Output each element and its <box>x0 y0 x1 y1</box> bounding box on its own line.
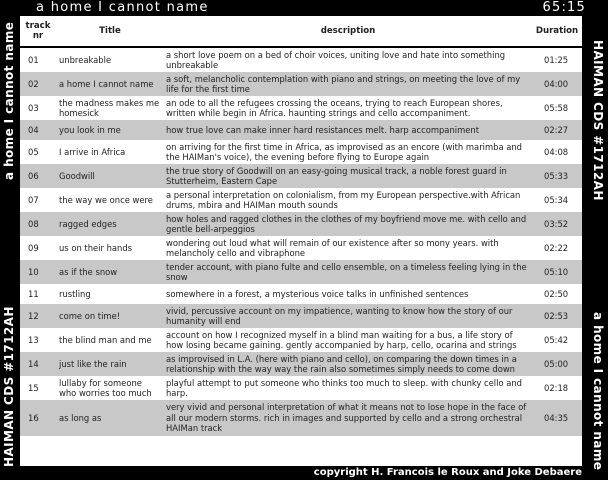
track-duration: 04:08 <box>532 140 582 164</box>
table-row <box>20 304 582 328</box>
track-description: tender account, with piano fulte and cello ensemble, on a timeless feeling lying in the snow <box>164 260 532 284</box>
track-nr: 07 <box>20 188 56 212</box>
track-title: the way we once were <box>56 188 164 212</box>
track-description: on arriving for the first time in Africa, as improvised as an encore (with marimba and the HAIMan's voice), the evening before flying to Europe again <box>164 140 532 164</box>
table-row <box>20 284 582 304</box>
track-nr: 12 <box>20 304 56 328</box>
track-description: how true love can make inner hard resistances melt. harp accompaniment <box>164 120 532 140</box>
track-description: vivid, percussive account on my impatience, wanting to know how the story of our humanity will end <box>164 304 532 328</box>
table-row <box>20 188 582 212</box>
tracklist-body <box>20 47 582 436</box>
track-duration: 04:00 <box>532 72 582 96</box>
tracklist-panel <box>20 16 582 466</box>
track-duration: 05:10 <box>532 260 582 284</box>
track-title: unbreakable <box>56 47 164 72</box>
track-title: Goodwill <box>56 164 164 188</box>
track-duration: 05:33 <box>532 164 582 188</box>
track-title: as long as <box>56 400 164 436</box>
track-nr: 09 <box>20 236 56 260</box>
track-description: a short love poem on a bed of choir voices, uniting love and hate into something unbreakable <box>164 47 532 72</box>
track-duration: 02:18 <box>532 376 582 400</box>
track-duration: 05:34 <box>532 188 582 212</box>
track-title: as if the snow <box>56 260 164 284</box>
track-title: a home I cannot name <box>56 72 164 96</box>
table-row <box>20 376 582 400</box>
table-row <box>20 352 582 376</box>
table-row <box>20 72 582 96</box>
track-description: a personal interpretation on colonialism, from my European perspective.with African drums, mbira and HAIMan mouth sounds <box>164 188 532 212</box>
track-duration: 04:35 <box>532 400 582 436</box>
track-description: wondering out loud what will remain of our existence after so mony years. with melancholy cello and vibraphone <box>164 236 532 260</box>
side-label-right-bottom: a home I cannot name <box>591 312 605 471</box>
track-nr: 06 <box>20 164 56 188</box>
header-track-nr: track nr <box>20 16 56 47</box>
track-description: as improvised in L.A. (here with piano and cello), on comparing the down times in a relationship with the way way the rain also sometimes simply needs to come down <box>164 352 532 376</box>
track-duration: 02:53 <box>532 304 582 328</box>
track-duration: 03:52 <box>532 212 582 236</box>
header-title: Title <box>56 16 164 47</box>
table-row <box>20 164 582 188</box>
header-row <box>20 16 582 47</box>
track-duration: 05:58 <box>532 96 582 120</box>
copyright: copyright H. Francois le Roux and Joke Debaere <box>313 467 582 478</box>
table-row <box>20 400 582 436</box>
total-time: 65:15 <box>542 0 586 15</box>
track-description: very vivid and personal interpretation of what it means not to lose hope in the face of all our modern storms. rich in images and supported by cello and a strong orchestral HAIMan track <box>164 400 532 436</box>
track-description: somewhere in a forest, a mysterious voice talks in unfinished sentences <box>164 284 532 304</box>
track-title: the madness makes me homesick <box>56 96 164 120</box>
track-title: ragged edges <box>56 212 164 236</box>
album-title: a home I cannot name <box>36 0 209 15</box>
header-description: description <box>164 16 532 47</box>
header-duration: Duration <box>532 16 582 47</box>
track-duration: 01:25 <box>532 47 582 72</box>
track-nr: 03 <box>20 96 56 120</box>
track-title: come on time! <box>56 304 164 328</box>
track-title: rustling <box>56 284 164 304</box>
track-nr: 13 <box>20 328 56 352</box>
track-duration: 02:22 <box>532 236 582 260</box>
track-description: a soft, melancholic contemplation with piano and strings, on meeting the love of my life for the first time <box>164 72 532 96</box>
table-row <box>20 140 582 164</box>
side-label-right-top: HAIMAN CDS #1712AH <box>591 40 605 201</box>
side-label-left-bottom: HAIMAN CDS #1712AH <box>2 306 16 467</box>
table-row <box>20 328 582 352</box>
table-row <box>20 96 582 120</box>
track-description: the true story of Goodwill on an easy-going musical track, a noble forest guard in Stutterheim, Eastern Cape <box>164 164 532 188</box>
table-row <box>20 260 582 284</box>
track-nr: 14 <box>20 352 56 376</box>
track-nr: 15 <box>20 376 56 400</box>
table-row <box>20 120 582 140</box>
table-row <box>20 212 582 236</box>
track-nr: 10 <box>20 260 56 284</box>
track-nr: 02 <box>20 72 56 96</box>
track-duration: 05:00 <box>532 352 582 376</box>
track-title: lullaby for someone who worries too much <box>56 376 164 400</box>
table-row <box>20 236 582 260</box>
track-duration: 02:27 <box>532 120 582 140</box>
track-description: account on how I recognized myself in a blind man waiting for a bus, a life story of how losing became gaining. gently accompanied by harp, cello, ocarina and strings <box>164 328 532 352</box>
track-title: the blind man and me <box>56 328 164 352</box>
side-label-left-top: a home I cannot name <box>2 21 16 180</box>
tracklist-table <box>20 16 582 436</box>
track-title: you look in me <box>56 120 164 140</box>
track-nr: 01 <box>20 47 56 72</box>
table-row <box>20 47 582 72</box>
track-duration: 05:42 <box>532 328 582 352</box>
track-description: playful attempt to put someone who thinks too much to sleep. with chunky cello and harp. <box>164 376 532 400</box>
track-nr: 11 <box>20 284 56 304</box>
track-title: us on their hands <box>56 236 164 260</box>
track-description: how holes and ragged clothes in the clothes of my boyfriend move me. with cello and gentle bell-arpeggios <box>164 212 532 236</box>
track-nr: 05 <box>20 140 56 164</box>
track-description: an ode to all the refugees crossing the oceans, trying to reach European shores, written while begin in Africa. haunting strings and cello accompaniment. <box>164 96 532 120</box>
track-title: just like the rain <box>56 352 164 376</box>
track-nr: 08 <box>20 212 56 236</box>
track-title: I arrive in Africa <box>56 140 164 164</box>
track-nr: 04 <box>20 120 56 140</box>
track-duration: 02:50 <box>532 284 582 304</box>
track-nr: 16 <box>20 400 56 436</box>
